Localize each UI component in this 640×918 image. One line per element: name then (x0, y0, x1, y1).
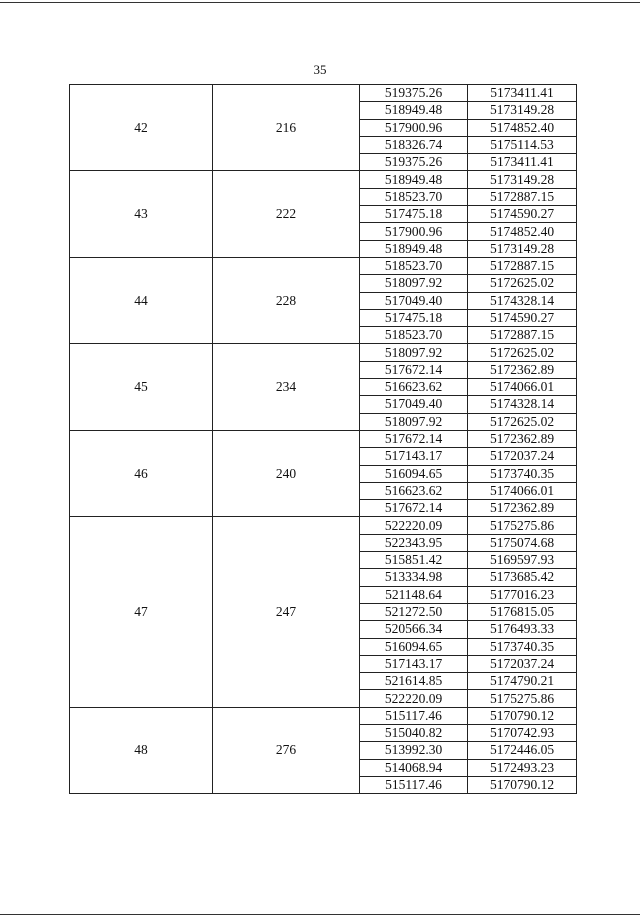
plot-number-cell: 42 (70, 85, 213, 171)
area-cell: 222 (213, 171, 360, 257)
y-coordinate-cell: 5172625.02 (468, 275, 577, 292)
page-bottom-border (0, 914, 640, 915)
x-coordinate-cell: 515117.46 (360, 707, 468, 724)
x-coordinate-cell: 517672.14 (360, 430, 468, 447)
plot-number-cell: 45 (70, 344, 213, 430)
x-coordinate-cell: 518523.70 (360, 188, 468, 205)
y-coordinate-cell: 5173685.42 (468, 569, 577, 586)
x-coordinate-cell: 518523.70 (360, 257, 468, 274)
y-coordinate-cell: 5173149.28 (468, 171, 577, 188)
x-coordinate-cell: 520566.34 (360, 621, 468, 638)
x-coordinate-cell: 517049.40 (360, 292, 468, 309)
x-coordinate-cell: 517672.14 (360, 361, 468, 378)
plot-number-cell: 48 (70, 707, 213, 793)
area-cell: 234 (213, 344, 360, 430)
table-row (70, 344, 577, 361)
x-coordinate-cell: 517672.14 (360, 500, 468, 517)
table-row (70, 517, 577, 534)
y-coordinate-cell: 5172362.89 (468, 500, 577, 517)
x-coordinate-cell: 515117.46 (360, 776, 468, 793)
x-coordinate-cell: 522343.95 (360, 534, 468, 551)
y-coordinate-cell: 5174328.14 (468, 396, 577, 413)
page-top-border (0, 2, 640, 3)
coordinates-table (69, 84, 577, 794)
coordinates-table-body (70, 85, 577, 794)
y-coordinate-cell: 5169597.93 (468, 552, 577, 569)
plot-number-cell: 44 (70, 257, 213, 343)
y-coordinate-cell: 5173149.28 (468, 240, 577, 257)
x-coordinate-cell: 518097.92 (360, 275, 468, 292)
y-coordinate-cell: 5173740.35 (468, 465, 577, 482)
x-coordinate-cell: 514068.94 (360, 759, 468, 776)
y-coordinate-cell: 5170790.12 (468, 776, 577, 793)
x-coordinate-cell: 516094.65 (360, 638, 468, 655)
x-coordinate-cell: 517475.18 (360, 206, 468, 223)
y-coordinate-cell: 5176815.05 (468, 603, 577, 620)
y-coordinate-cell: 5172362.89 (468, 430, 577, 447)
y-coordinate-cell: 5173149.28 (468, 102, 577, 119)
area-cell: 228 (213, 257, 360, 343)
area-cell: 240 (213, 430, 360, 516)
y-coordinate-cell: 5172362.89 (468, 361, 577, 378)
y-coordinate-cell: 5172037.24 (468, 655, 577, 672)
x-coordinate-cell: 517475.18 (360, 309, 468, 326)
x-coordinate-cell: 517900.96 (360, 223, 468, 240)
y-coordinate-cell: 5174066.01 (468, 482, 577, 499)
x-coordinate-cell: 518097.92 (360, 413, 468, 430)
x-coordinate-cell: 521148.64 (360, 586, 468, 603)
y-coordinate-cell: 5174590.27 (468, 206, 577, 223)
x-coordinate-cell: 513334.98 (360, 569, 468, 586)
page-number: 35 (313, 62, 327, 77)
table-row (70, 430, 577, 447)
x-coordinate-cell: 517049.40 (360, 396, 468, 413)
x-coordinate-cell: 518326.74 (360, 136, 468, 153)
area-cell: 276 (213, 707, 360, 793)
y-coordinate-cell: 5176493.33 (468, 621, 577, 638)
x-coordinate-cell: 522220.09 (360, 690, 468, 707)
plot-number-cell: 47 (70, 517, 213, 707)
y-coordinate-cell: 5173411.41 (468, 85, 577, 102)
y-coordinate-cell: 5175114.53 (468, 136, 577, 153)
x-coordinate-cell: 515851.42 (360, 552, 468, 569)
y-coordinate-cell: 5170790.12 (468, 707, 577, 724)
y-coordinate-cell: 5172625.02 (468, 344, 577, 361)
y-coordinate-cell: 5172887.15 (468, 327, 577, 344)
table-row (70, 707, 577, 724)
x-coordinate-cell: 513992.30 (360, 742, 468, 759)
y-coordinate-cell: 5172887.15 (468, 257, 577, 274)
area-cell: 247 (213, 517, 360, 707)
y-coordinate-cell: 5172037.24 (468, 448, 577, 465)
x-coordinate-cell: 518097.92 (360, 344, 468, 361)
x-coordinate-cell: 518523.70 (360, 327, 468, 344)
plot-number-cell: 46 (70, 430, 213, 516)
x-coordinate-cell: 517143.17 (360, 448, 468, 465)
plot-number-cell: 43 (70, 171, 213, 257)
area-cell: 216 (213, 85, 360, 171)
x-coordinate-cell: 521272.50 (360, 603, 468, 620)
y-coordinate-cell: 5170742.93 (468, 724, 577, 741)
table-row (70, 257, 577, 274)
x-coordinate-cell: 517143.17 (360, 655, 468, 672)
y-coordinate-cell: 5173411.41 (468, 154, 577, 171)
x-coordinate-cell: 516623.62 (360, 379, 468, 396)
table-row (70, 171, 577, 188)
y-coordinate-cell: 5172493.23 (468, 759, 577, 776)
y-coordinate-cell: 5174852.40 (468, 119, 577, 136)
y-coordinate-cell: 5172625.02 (468, 413, 577, 430)
x-coordinate-cell: 517900.96 (360, 119, 468, 136)
y-coordinate-cell: 5175275.86 (468, 517, 577, 534)
x-coordinate-cell: 515040.82 (360, 724, 468, 741)
x-coordinate-cell: 518949.48 (360, 171, 468, 188)
x-coordinate-cell: 518949.48 (360, 102, 468, 119)
y-coordinate-cell: 5174790.21 (468, 673, 577, 690)
y-coordinate-cell: 5172446.05 (468, 742, 577, 759)
x-coordinate-cell: 516623.62 (360, 482, 468, 499)
y-coordinate-cell: 5174328.14 (468, 292, 577, 309)
y-coordinate-cell: 5173740.35 (468, 638, 577, 655)
x-coordinate-cell: 516094.65 (360, 465, 468, 482)
x-coordinate-cell: 522220.09 (360, 517, 468, 534)
y-coordinate-cell: 5175275.86 (468, 690, 577, 707)
x-coordinate-cell: 521614.85 (360, 673, 468, 690)
y-coordinate-cell: 5175074.68 (468, 534, 577, 551)
y-coordinate-cell: 5174066.01 (468, 379, 577, 396)
y-coordinate-cell: 5174852.40 (468, 223, 577, 240)
table-row (70, 85, 577, 102)
y-coordinate-cell: 5172887.15 (468, 188, 577, 205)
x-coordinate-cell: 518949.48 (360, 240, 468, 257)
y-coordinate-cell: 5174590.27 (468, 309, 577, 326)
x-coordinate-cell: 519375.26 (360, 154, 468, 171)
x-coordinate-cell: 519375.26 (360, 85, 468, 102)
y-coordinate-cell: 5177016.23 (468, 586, 577, 603)
